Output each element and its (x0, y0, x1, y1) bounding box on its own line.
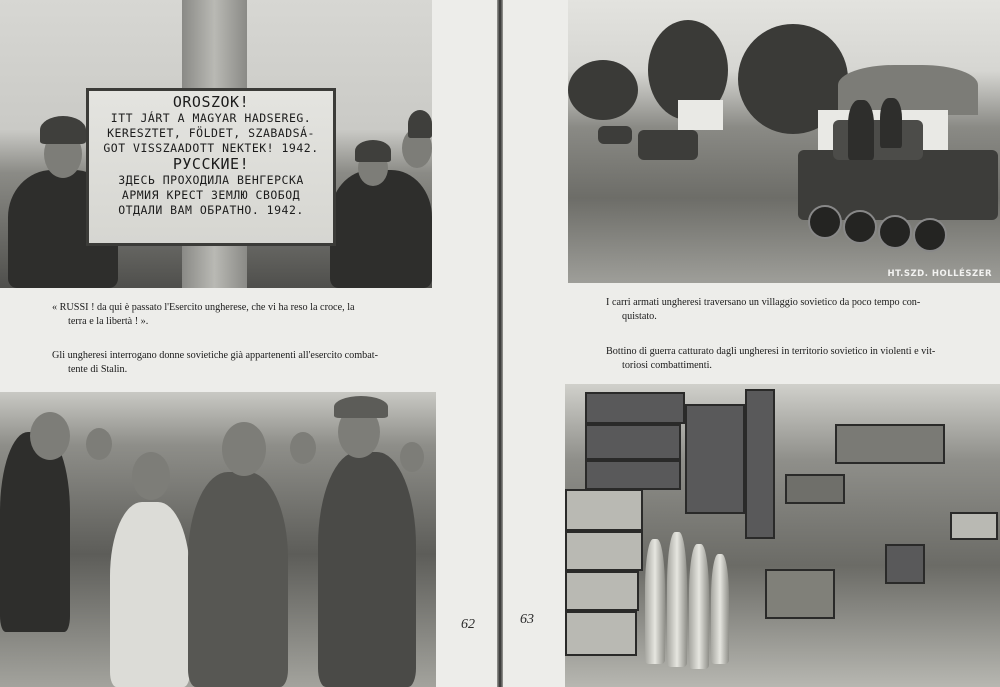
propaganda-sign (86, 88, 336, 246)
photo-credit: HT.SZD. HOLLÉSZER (887, 269, 992, 279)
tank-wheel (878, 215, 912, 249)
soldier-figure (880, 98, 902, 148)
helmet (355, 140, 391, 162)
ammo-crate (950, 512, 998, 540)
house (678, 100, 723, 130)
sign-line: GOT VISSZAADOTT NEKTEK! 1942. (103, 141, 319, 155)
sign-line: OROSZOK! (172, 93, 250, 111)
tank-wheel (808, 205, 842, 239)
photo-tanks-village (568, 0, 1000, 283)
tank-wheel (913, 218, 947, 252)
artillery-shell (667, 532, 687, 667)
woman-soldier-figure (188, 472, 288, 687)
sign-line: ЗДЕСЬ ПРОХОДИЛА ВЕНГЕРСКА (118, 173, 304, 187)
tank-distant (638, 130, 698, 160)
photo-sign-with-soldiers (0, 0, 432, 288)
soldier-figure (848, 100, 874, 160)
sign-line: РУССКИЕ! (172, 155, 250, 173)
ammo-crate (565, 571, 639, 611)
caption-tanks (606, 296, 949, 324)
page-number: 63 (520, 612, 534, 627)
person-head (30, 412, 70, 460)
tree (568, 60, 638, 120)
tank-distant (598, 126, 632, 144)
person-head (400, 442, 424, 472)
artillery-shell (689, 544, 709, 669)
ammo-crate (585, 392, 685, 424)
caption-line: I carri armati ungheresi traversano un villaggio sovietico da poco tempo con- (606, 297, 921, 308)
ammo-crate (835, 424, 945, 464)
ammo-crate (565, 489, 643, 531)
debris (765, 569, 835, 619)
tank-wheel (843, 210, 877, 244)
sign-line: KERESZTET, FÖLDET, SZABADSÁ- (107, 126, 315, 140)
caption-sign (52, 301, 392, 329)
sign-line: АРМИЯ КРЕСТ ЗЕМЛЮ СВОБОД (121, 188, 301, 202)
soldier-figure (318, 452, 416, 687)
soldier-figure (330, 170, 432, 288)
caption-line: quistato. (622, 311, 657, 322)
caption-line: tente di Stalin. (68, 364, 128, 375)
caption-booty (606, 345, 949, 373)
photo-interrogation (0, 392, 436, 687)
ammo-crate (565, 531, 643, 571)
caption-line: terra e la libertà ! ». (68, 316, 149, 327)
woman-soldier-head (222, 422, 266, 476)
ammo-crate (565, 611, 637, 656)
sign-post-lower (182, 244, 247, 288)
artillery-shell (645, 539, 665, 664)
person-head (290, 432, 316, 464)
ammo-crate-stack (685, 404, 745, 514)
tank-turret (833, 120, 923, 160)
caption-line: Bottino di guerra catturato dagli ungheresi in territorio sovietico in violenti e vit- (606, 346, 936, 357)
right-page (503, 0, 1000, 687)
ammo-crate-stack (745, 389, 775, 539)
page-number: 62 (461, 617, 475, 632)
person-head (86, 428, 112, 460)
sign-line: ITT JÁRT A MAGYAR HADSEREG. (110, 111, 312, 125)
person-figure (0, 432, 70, 632)
sign-line: ОТДАЛИ ВАМ ОБРАТНО. 1942. (118, 203, 304, 217)
ammo-crate (585, 460, 681, 490)
helmet (408, 110, 432, 138)
cap (334, 396, 388, 418)
ammo-crate (885, 544, 925, 584)
left-page (0, 0, 497, 687)
photo-war-booty (565, 384, 1000, 687)
woman-figure (110, 502, 190, 687)
sign-post (182, 0, 247, 90)
helmet (40, 116, 86, 144)
ammo-crate (785, 474, 845, 504)
artillery-shell (711, 554, 729, 664)
caption-line: toriosi combattimenti. (622, 360, 712, 371)
caption-interrogation (52, 349, 392, 377)
ammo-crate (585, 424, 681, 460)
caption-line: Gli ungheresi interrogano donne sovietiche già appartenenti all'esercito combat- (52, 350, 379, 361)
caption-line: « RUSSI ! da qui è passato l'Esercito ungherese, che vi ha reso la croce, la (52, 302, 355, 313)
woman-head (132, 452, 170, 500)
